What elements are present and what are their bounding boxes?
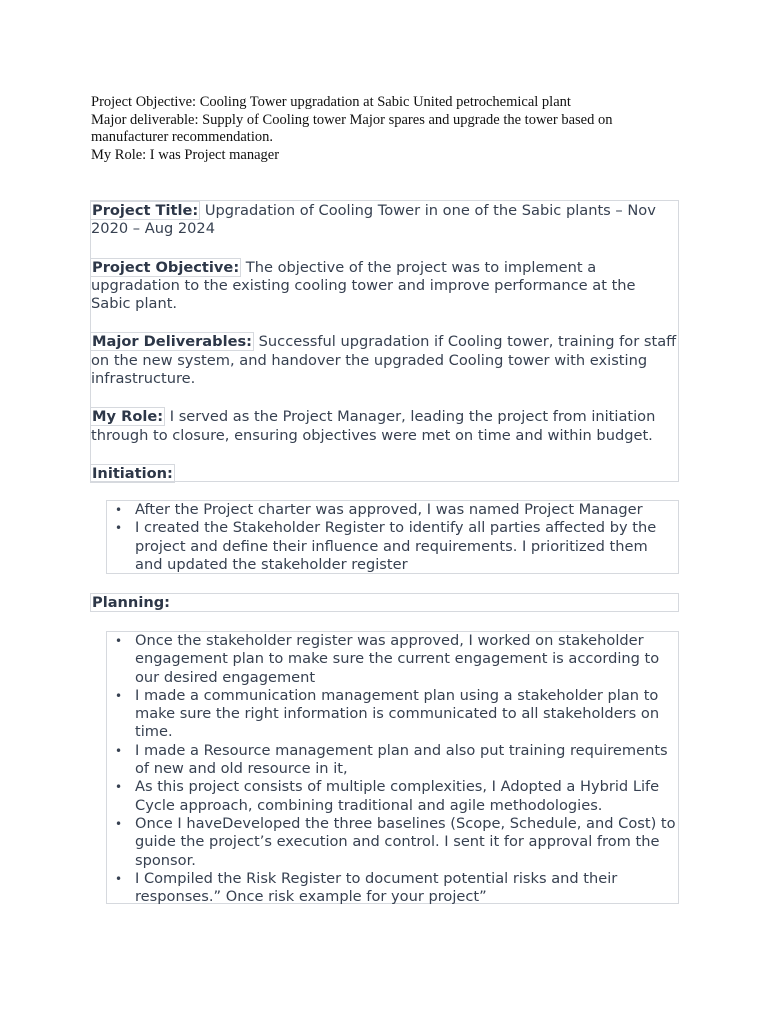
initiation-heading-paragraph bbox=[91, 465, 678, 483]
list-item bbox=[135, 501, 678, 519]
planning-item-text: • I made a Resource management plan and also put training requirements of new and old resource in it, bbox=[135, 741, 668, 778]
planning-item-text: • Once I haveDeveloped the three baselines (Scope, Schedule, and Cost) to guide the project’s execution and control. I sent it for approval from the sponsor. bbox=[135, 814, 676, 869]
my-role-label: My Role: bbox=[92, 408, 164, 426]
major-deliverables-text: Successful upgradation if Cooling tower, training for staff on the new system, and handover the upgraded Cooling tower with existing infrastructure. bbox=[91, 333, 677, 388]
list-item bbox=[135, 870, 678, 907]
planning-item-text: • Once the stakeholder register was approved, I worked on stakeholder engagement plan to make sure the current engagement is according to our desired engagement bbox=[135, 632, 660, 686]
planning-item-text: • I made a communication management plan using a stakeholder plan to make sure the right information is communicated to all stakeholders on time. bbox=[135, 686, 660, 741]
initiation-heading: Initiation: bbox=[92, 464, 173, 482]
list-item bbox=[135, 687, 678, 742]
major-deliverables-label: Major Deliverables: bbox=[92, 333, 253, 351]
planning-list bbox=[107, 632, 678, 906]
project-title-text: Upgradation of Cooling Tower in one of the Sabic plants – Nov 2020 – Aug 2024 bbox=[91, 202, 656, 238]
intro-deliverable: Major deliverable: Supply of Cooling tower Major spares and upgrade the tower based on manufacturer recommendation. bbox=[91, 111, 613, 145]
initiation-item-text: • After the Project charter was approved, I was named Project Manager bbox=[135, 501, 643, 518]
project-title-label: Project Title: bbox=[92, 202, 199, 219]
list-item bbox=[135, 742, 678, 779]
project-objective-text: The objective of the project was to implement a upgradation to the existing cooling tower and improve performance at the Sabic plant. bbox=[91, 258, 636, 313]
list-item bbox=[135, 778, 678, 815]
intro-objective: Project Objective: Cooling Tower upgradation at Sabic United petrochemical plant bbox=[91, 94, 571, 110]
project-summary-box bbox=[90, 200, 679, 482]
intro-block bbox=[91, 94, 651, 164]
list-item bbox=[135, 632, 678, 687]
my-role-text: I served as the Project Manager, leading the project from initiation through to closure, ensuring objectives were met on time and within budget. bbox=[91, 408, 656, 444]
list-item bbox=[135, 815, 678, 870]
planning-list-box bbox=[106, 631, 679, 904]
initiation-item-text: • I created the Stakeholder Register to identify all parties affected by the project and define their influence and requirements. I prioritized them and updated the stakeholder register bbox=[135, 519, 657, 573]
intro-role: My Role: I was Project manager bbox=[91, 146, 280, 163]
major-deliverables-paragraph bbox=[91, 333, 678, 388]
initiation-list bbox=[107, 501, 678, 574]
planning-heading: Planning: bbox=[90, 593, 679, 612]
initiation-list-box bbox=[106, 500, 679, 574]
my-role-paragraph bbox=[91, 408, 678, 445]
project-title-paragraph bbox=[91, 202, 678, 239]
project-objective-label: Project Objective: bbox=[92, 258, 240, 276]
planning-item-text: • I Compiled the Risk Register to document potential risks and their responses.” Once risk example for your project” bbox=[135, 869, 618, 906]
planning-item-text: • As this project consists of multiple complexities, I Adopted a Hybrid Life Cycle approach, combining traditional and agile methodologies. bbox=[135, 778, 660, 814]
project-objective-paragraph bbox=[91, 259, 678, 314]
list-item bbox=[135, 519, 678, 574]
